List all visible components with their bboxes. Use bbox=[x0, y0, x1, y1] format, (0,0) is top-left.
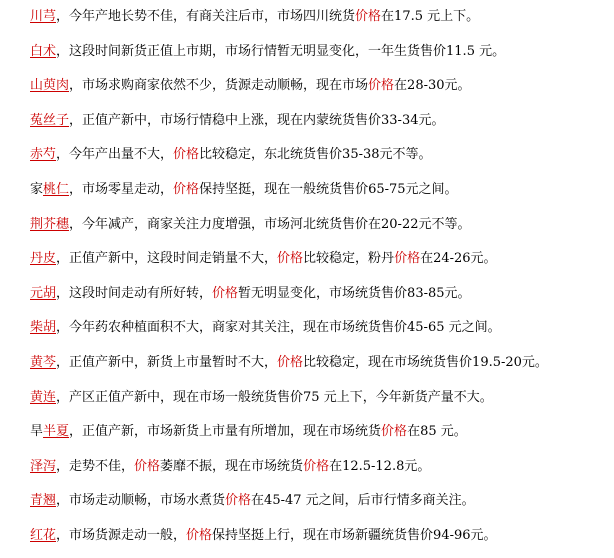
herb-link[interactable]: 川芎 bbox=[30, 9, 57, 24]
item-description: 保持坚挺，现在一般统货售价65-75元之间。 bbox=[199, 182, 458, 197]
item-description: ，这段时间新货正值上市期，市场行情暂无明显变化，一年生货售价11.5 元。 bbox=[56, 43, 506, 59]
list-item bbox=[30, 180, 458, 200]
item-description: ，正值产新中，市场行情稳中上涨，现在内蒙统货售价33-34元。 bbox=[69, 112, 445, 128]
list-item bbox=[30, 215, 471, 235]
item-description: ，今年产出量不大， bbox=[56, 147, 174, 163]
item-description: ，正值产新中，这段时间走销量不大， bbox=[56, 251, 278, 267]
list-item bbox=[30, 422, 467, 442]
item-description: ，走势不佳， bbox=[56, 458, 135, 474]
list-item bbox=[30, 353, 548, 373]
item-description: ，今年减产，商家关注力度增强，市场河北统货售价在20-22元不等。 bbox=[69, 216, 471, 232]
herb-link[interactable]: 元胡 bbox=[30, 285, 57, 301]
item-description: 在12.5-12.8元。 bbox=[329, 458, 431, 474]
item-description: ，产区正值产新中，现在市场一般统货售价75 元上下，今年新货产量不大。 bbox=[56, 389, 493, 405]
item-description: ，市场零星走动， bbox=[69, 182, 174, 197]
herb-link[interactable]: 桃仁 bbox=[43, 182, 70, 197]
item-description: 在24-26元。 bbox=[420, 251, 497, 267]
item-description: 比较稳定，现在市场统货售价19.5-20元。 bbox=[303, 355, 548, 370]
herb-link[interactable]: 丹皮 bbox=[30, 251, 57, 267]
price-keyword: 价格 bbox=[368, 78, 395, 94]
price-keyword: 价格 bbox=[394, 251, 421, 267]
item-description: 在28-30元。 bbox=[394, 78, 471, 94]
herb-link[interactable]: 红花 bbox=[30, 528, 57, 543]
list-item bbox=[30, 249, 497, 269]
list-item bbox=[30, 318, 501, 338]
item-description: ，这段时间走动有所好转， bbox=[56, 285, 213, 301]
item-description: ，市场货源走动一般， bbox=[56, 528, 187, 543]
item-description: ，今年产地长势不佳，有商关注后市，市场四川统货 bbox=[56, 9, 356, 24]
list-item bbox=[30, 388, 493, 408]
price-keyword: 价格 bbox=[277, 251, 304, 267]
herb-name-prefix: 旱 bbox=[30, 424, 44, 440]
item-description: 在85 元。 bbox=[407, 424, 467, 440]
price-keyword: 价格 bbox=[186, 528, 213, 543]
item-description: 在45-47 元之间，后市行情多商关注。 bbox=[251, 493, 475, 509]
list-item bbox=[30, 526, 497, 546]
item-description: ，市场走动顺畅，市场水煮货 bbox=[56, 493, 226, 509]
item-description: ，正值产新中，新货上市量暂时不大， bbox=[56, 355, 278, 370]
price-keyword: 价格 bbox=[173, 182, 200, 197]
price-keyword: 价格 bbox=[225, 493, 252, 509]
price-keyword: 价格 bbox=[381, 424, 408, 440]
list-item bbox=[30, 491, 475, 511]
list-item bbox=[30, 76, 471, 96]
item-description: ，今年药农种植面积不大，商家对其关注，现在市场统货售价45-65 元之间。 bbox=[56, 320, 501, 336]
herb-link[interactable]: 青翘 bbox=[30, 493, 57, 509]
item-description: 比较稳定，粉丹 bbox=[303, 251, 395, 267]
herb-link[interactable]: 菟丝子 bbox=[30, 112, 70, 128]
price-keyword: 价格 bbox=[212, 285, 239, 301]
herb-name-prefix: 家 bbox=[30, 182, 44, 197]
item-description: 萎靡不振，现在市场统货 bbox=[160, 458, 304, 474]
price-keyword: 价格 bbox=[277, 355, 304, 370]
herb-link[interactable]: 半夏 bbox=[43, 424, 70, 440]
list-item bbox=[30, 111, 445, 131]
item-description: 比较稳定，东北统货售价35-38元不等。 bbox=[199, 147, 432, 163]
item-description: ，市场求购商家依然不少，货源走动顺畅，现在市场 bbox=[69, 78, 369, 94]
price-keyword: 价格 bbox=[134, 458, 161, 474]
herb-link[interactable]: 黄芩 bbox=[30, 355, 57, 370]
list-item bbox=[30, 145, 432, 165]
herb-link[interactable]: 赤芍 bbox=[30, 147, 57, 163]
price-keyword: 价格 bbox=[355, 9, 382, 24]
list-item bbox=[30, 42, 505, 62]
list-item bbox=[30, 457, 430, 477]
price-keyword: 价格 bbox=[173, 147, 200, 163]
herb-link[interactable]: 山萸肉 bbox=[30, 78, 70, 94]
list-item bbox=[30, 7, 479, 27]
herb-link[interactable]: 荆芥穗 bbox=[30, 216, 70, 232]
item-description: 在17.5 元上下。 bbox=[381, 9, 480, 24]
herb-link[interactable]: 白术 bbox=[30, 43, 57, 59]
herb-link[interactable]: 柴胡 bbox=[30, 320, 57, 336]
herb-link[interactable]: 黄连 bbox=[30, 389, 57, 405]
price-keyword: 价格 bbox=[303, 458, 330, 474]
item-description: ，正值产新，市场新货上市量有所增加，现在市场统货 bbox=[69, 424, 382, 440]
item-description: 暂无明显变化，市场统货售价83-85元。 bbox=[238, 285, 471, 301]
list-item bbox=[30, 284, 471, 304]
item-description: 保持坚挺上行，现在市场新疆统货售价94-96元。 bbox=[212, 528, 497, 543]
herb-link[interactable]: 泽泻 bbox=[30, 458, 57, 474]
